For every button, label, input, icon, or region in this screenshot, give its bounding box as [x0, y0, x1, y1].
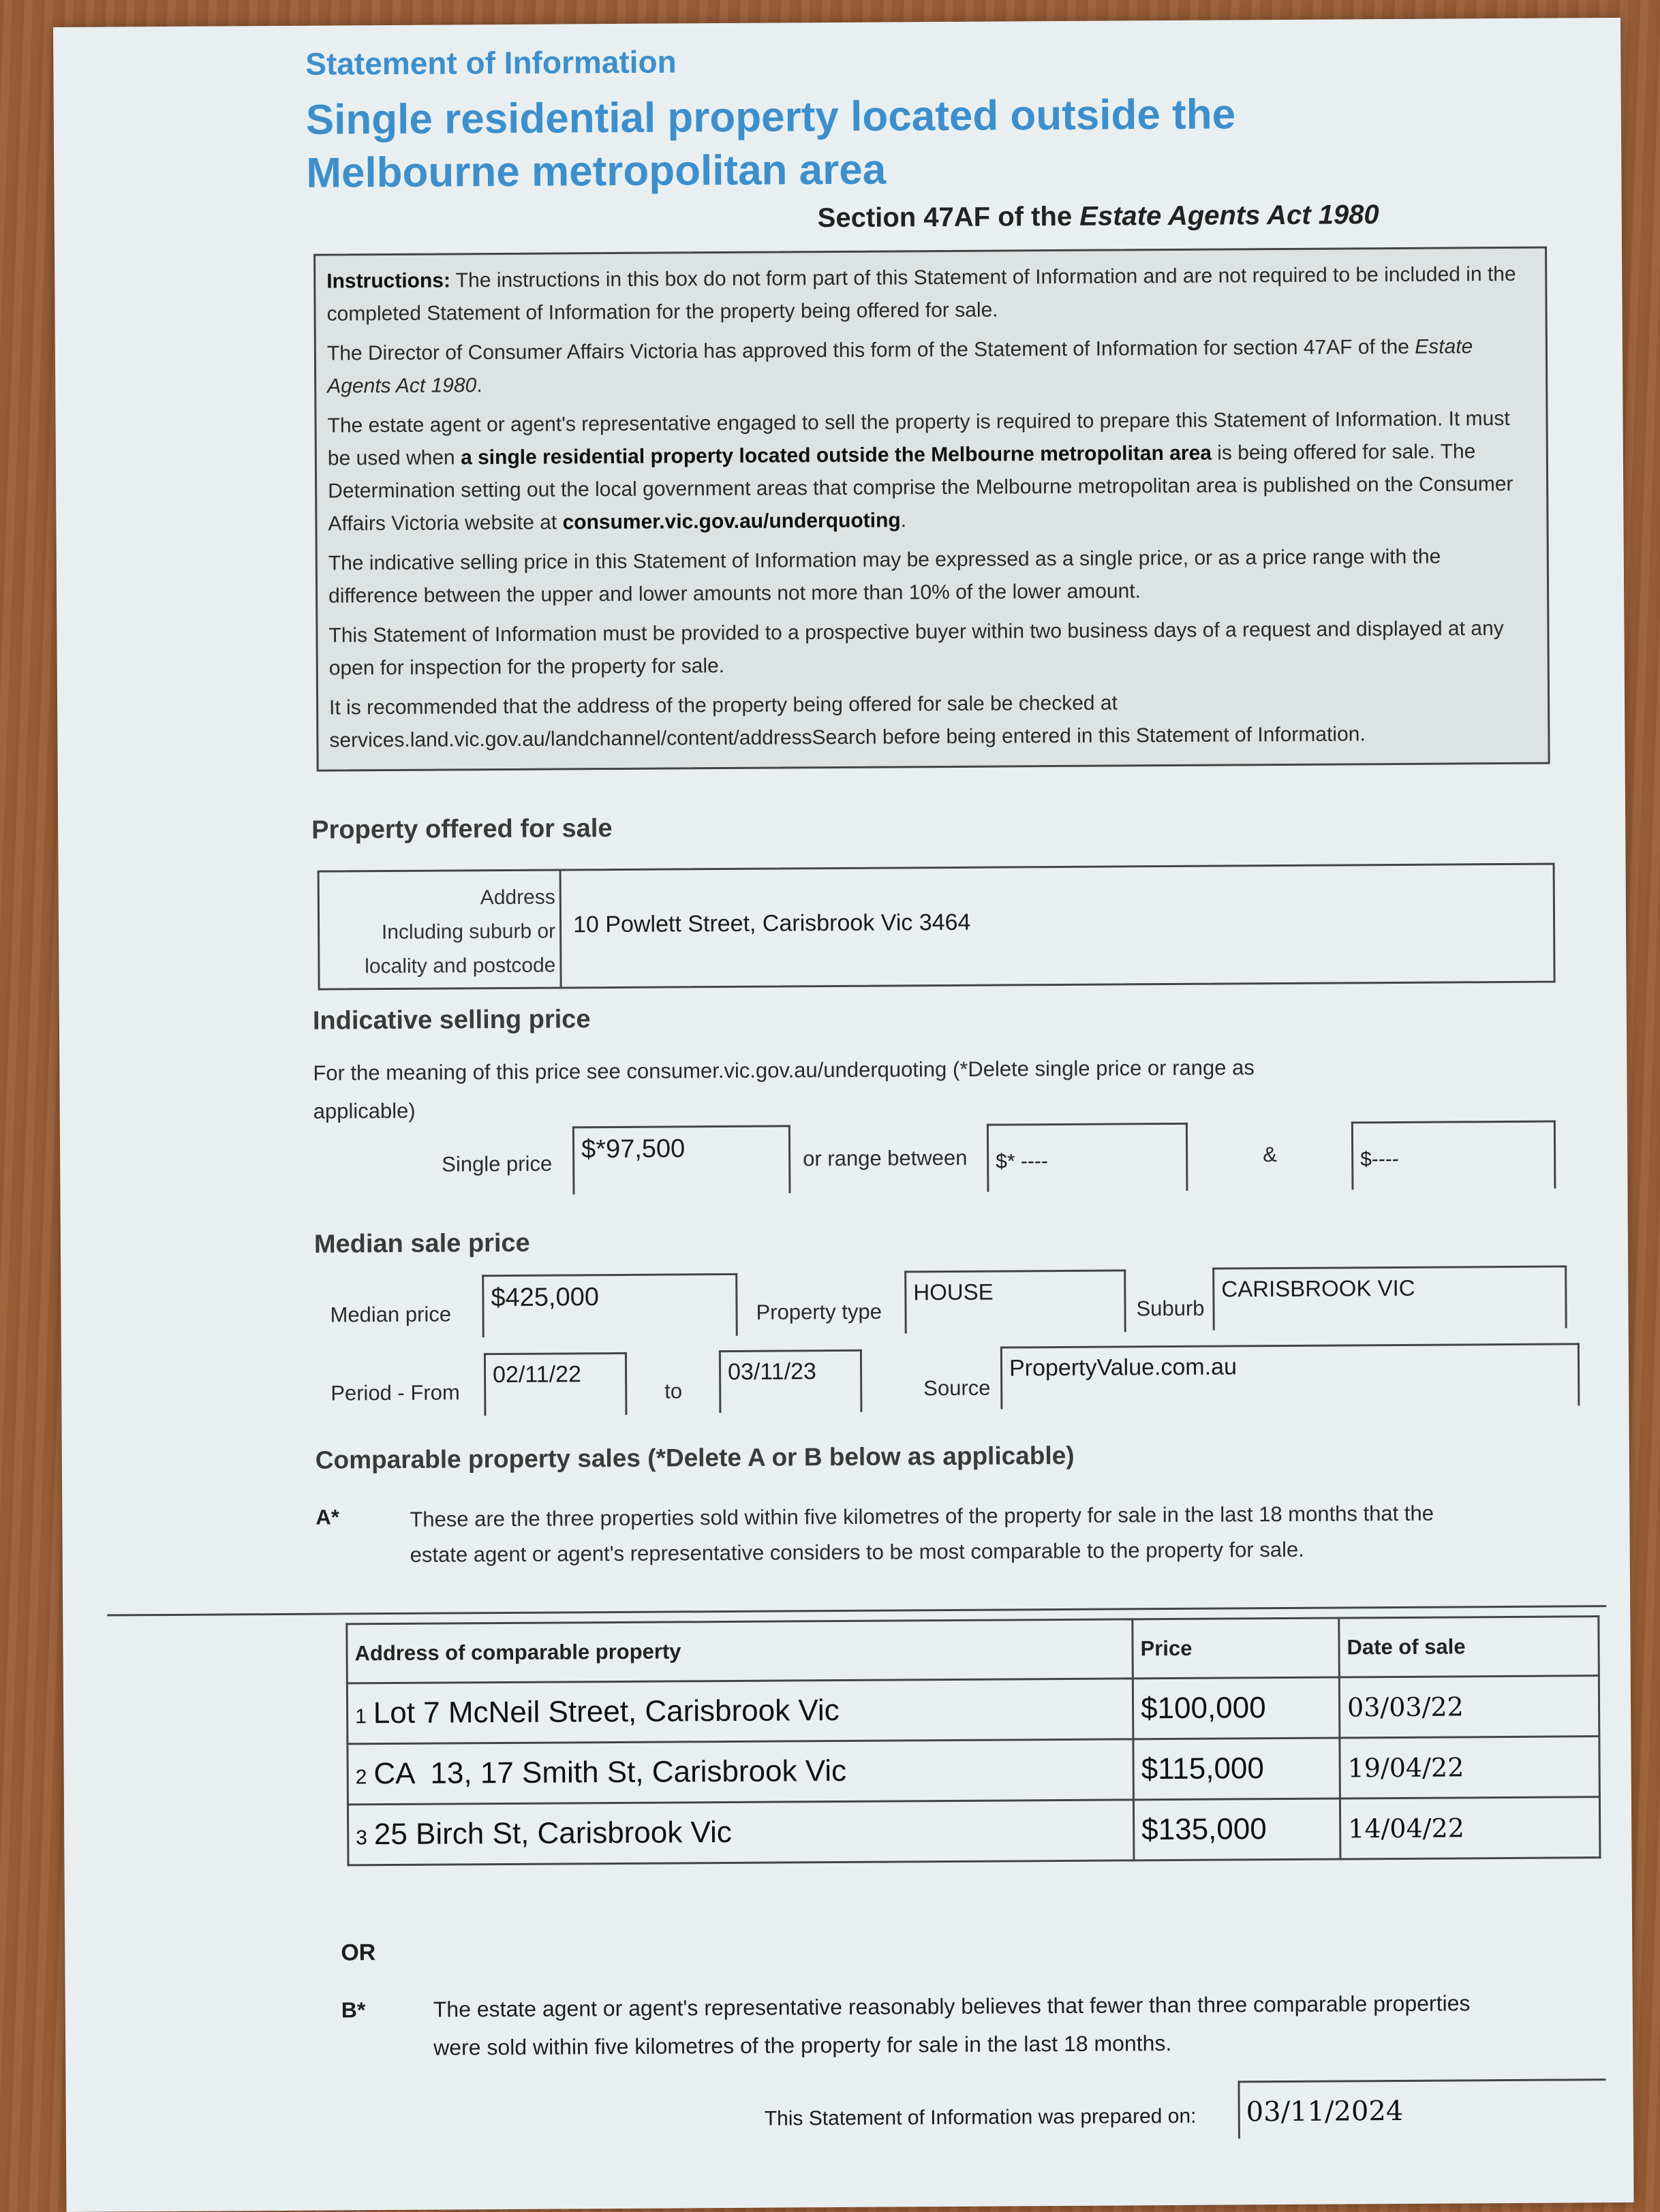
- instruction-paragraph-3: [327, 403, 1535, 541]
- comparable-address-cell[interactable]: [347, 1679, 1133, 1744]
- prepared-on-label: This Statement of Information was prepared on:: [764, 2104, 1197, 2130]
- option-a-text: These are the three properties sold within five kilometres of the property for sale in the last 18 months that the estate agent or agent's representative considers to be most comparable to the property for sale.: [410, 1501, 1434, 1567]
- document-page: [53, 18, 1634, 2212]
- instruction-text-3a: The estate agent or agent's representative engaged to sell the property is required to prepare this Statement of Information. It must be used when: [327, 407, 1510, 470]
- instruction-paragraph-5: This Statement of Information must be provided to a prospective buyer within two business days of a request and displayed at any open for inspection for the property for sale.: [328, 617, 1504, 680]
- section-divider: [107, 1605, 1606, 1616]
- address-input[interactable]: 10 Powlett Street, Carisbrook Vic 3464: [572, 909, 971, 938]
- instruction-text-6a: It is recommended that the address of the property being offered for sale be checked at: [329, 691, 1118, 719]
- prepared-date-divider: [1238, 2081, 1240, 2138]
- instruction-text-1: The instructions in this box do not form part of this Statement of Information and are not required to be included in the completed Statement of Information for the property being offered for sale.: [326, 262, 1516, 326]
- instructions-box: [313, 247, 1550, 772]
- option-b-marker: B*: [341, 1997, 366, 2023]
- section-reference: [818, 200, 1379, 234]
- period-from-label: Period - From: [331, 1380, 460, 1405]
- property-type-label: Property type: [756, 1299, 882, 1324]
- indicative-heading: Indicative selling price: [312, 1005, 591, 1035]
- comparable-date-cell[interactable]: 19/04/22: [1340, 1736, 1600, 1798]
- instruction-text-2b: .: [476, 374, 482, 397]
- option-b-text: The estate agent or agent's representative reasonably believes that fewer than three comparable properties were sold within five kilometres of the property for sale in the last 18 months.: [433, 1991, 1471, 2060]
- page-title: [306, 87, 1465, 200]
- suburb-field[interactable]: CARISBROOK VIC: [1212, 1265, 1567, 1330]
- address-label-line-1: Address: [480, 886, 555, 909]
- range-low-field[interactable]: $* ----: [987, 1123, 1188, 1192]
- instruction-paragraph-2: [327, 330, 1535, 403]
- title-line-1: Single residential property located outside the: [305, 91, 1236, 144]
- prepared-date-field[interactable]: 03/11/2024: [1246, 2095, 1404, 2128]
- instructions-label: Instructions:: [326, 269, 451, 293]
- act-name: Estate Agents Act 1980: [1079, 200, 1379, 232]
- option-a-marker: A*: [316, 1505, 339, 1529]
- median-heading: Median sale price: [313, 1228, 530, 1259]
- address-box: [318, 863, 1556, 991]
- column-header-date: Date of sale: [1339, 1617, 1599, 1677]
- prepared-date-rule: [1238, 2078, 1605, 2083]
- instruction-act: Estate Agents Act 1980: [327, 335, 1473, 398]
- column-header-price: Price: [1133, 1618, 1340, 1679]
- instruction-paragraph-4: The indicative selling price in this Statement of Information may be expressed as a single price, or as a price range with the difference between the upper and lower amounts not more than 10% of the lower amount.: [328, 545, 1441, 608]
- comparable-date-cell[interactable]: 14/04/22: [1340, 1797, 1600, 1859]
- comparable-heading: Comparable property sales (*Delete A or B below as applicable): [315, 1441, 1075, 1474]
- instruction-paragraph-6: [329, 685, 1537, 758]
- comparable-address: 25 Birch St, Carisbrook Vic: [373, 1815, 732, 1852]
- comparable-price-cell[interactable]: $100,000: [1133, 1677, 1340, 1739]
- property-heading: Property offered for sale: [311, 814, 613, 845]
- source-label: Source: [923, 1375, 991, 1401]
- indicative-note: For the meaning of this price see consumer.vic.gov.au/underquoting (*Delete single price or range as applicable): [313, 1055, 1255, 1123]
- comparable-price-cell[interactable]: $135,000: [1133, 1798, 1340, 1860]
- range-ampersand: &: [1263, 1142, 1277, 1167]
- single-price-label: Single price: [442, 1151, 553, 1177]
- address-search-link[interactable]: services.land.vic.gov.au/landchannel/content/addressSearch before being entered in this Statement of Information.: [329, 723, 1366, 752]
- row-number: 1: [355, 1705, 367, 1728]
- range-label: or range between: [803, 1145, 968, 1171]
- range-high-field[interactable]: $----: [1351, 1121, 1556, 1190]
- table-row: [348, 1797, 1600, 1865]
- column-header-address: Address of comparable property: [347, 1619, 1133, 1683]
- period-to-label: to: [664, 1379, 683, 1403]
- row-number: 3: [356, 1826, 368, 1850]
- median-price-field[interactable]: $425,000: [482, 1273, 738, 1337]
- address-label-line-3: locality and postcode: [365, 954, 556, 978]
- comparable-price-cell[interactable]: $115,000: [1133, 1738, 1340, 1800]
- comparable-address-cell[interactable]: [348, 1800, 1134, 1865]
- section-prefix: Section 47AF of the: [817, 201, 1080, 234]
- comparable-address-cell[interactable]: [348, 1739, 1134, 1805]
- comparable-address: Lot 7 McNeil Street, Carisbrook Vic: [373, 1693, 840, 1730]
- form-name-header: Statement of Information: [305, 44, 677, 82]
- instruction-paragraph-1: [326, 258, 1535, 331]
- title-line-2: Melbourne metropolitan area: [306, 146, 887, 197]
- table-row: [348, 1736, 1600, 1805]
- property-type-field[interactable]: HOUSE: [904, 1269, 1126, 1333]
- median-price-label: Median price: [330, 1302, 452, 1327]
- row-number: 2: [355, 1766, 367, 1789]
- address-label-line-2: Including suburb or: [381, 920, 556, 944]
- comparable-sales-table: [345, 1615, 1601, 1866]
- table-header-row: [347, 1617, 1599, 1683]
- table-row: [347, 1676, 1599, 1744]
- suburb-label: Suburb: [1136, 1296, 1205, 1321]
- underquoting-link[interactable]: consumer.vic.gov.au/underquoting: [562, 509, 901, 534]
- source-field[interactable]: PropertyValue.com.au: [1000, 1343, 1580, 1409]
- period-to-field[interactable]: 03/11/23: [719, 1350, 863, 1413]
- instruction-bold-text: a single residential property located outside the Melbourne metropolitan area: [460, 441, 1212, 469]
- comparable-date-cell[interactable]: 03/03/22: [1339, 1676, 1599, 1738]
- address-label: [320, 871, 562, 988]
- single-price-field[interactable]: $*97,500: [572, 1125, 791, 1194]
- instruction-text-3b: is being offered for sale. The Determination setting out the local government areas that comprise the Melbourne metropolitan area is published on the Consumer Affairs Victoria website at: [328, 440, 1513, 535]
- instruction-text-3c: .: [900, 509, 907, 532]
- period-from-field[interactable]: 02/11/22: [484, 1352, 628, 1416]
- instruction-text-2a: The Director of Consumer Affairs Victoria has approved this form of the Statement of Information for section 47AF of the: [326, 335, 1415, 365]
- comparable-address: CA 13, 17 Smith St, Carisbrook Vic: [373, 1754, 847, 1791]
- or-separator: OR: [341, 1940, 376, 1966]
